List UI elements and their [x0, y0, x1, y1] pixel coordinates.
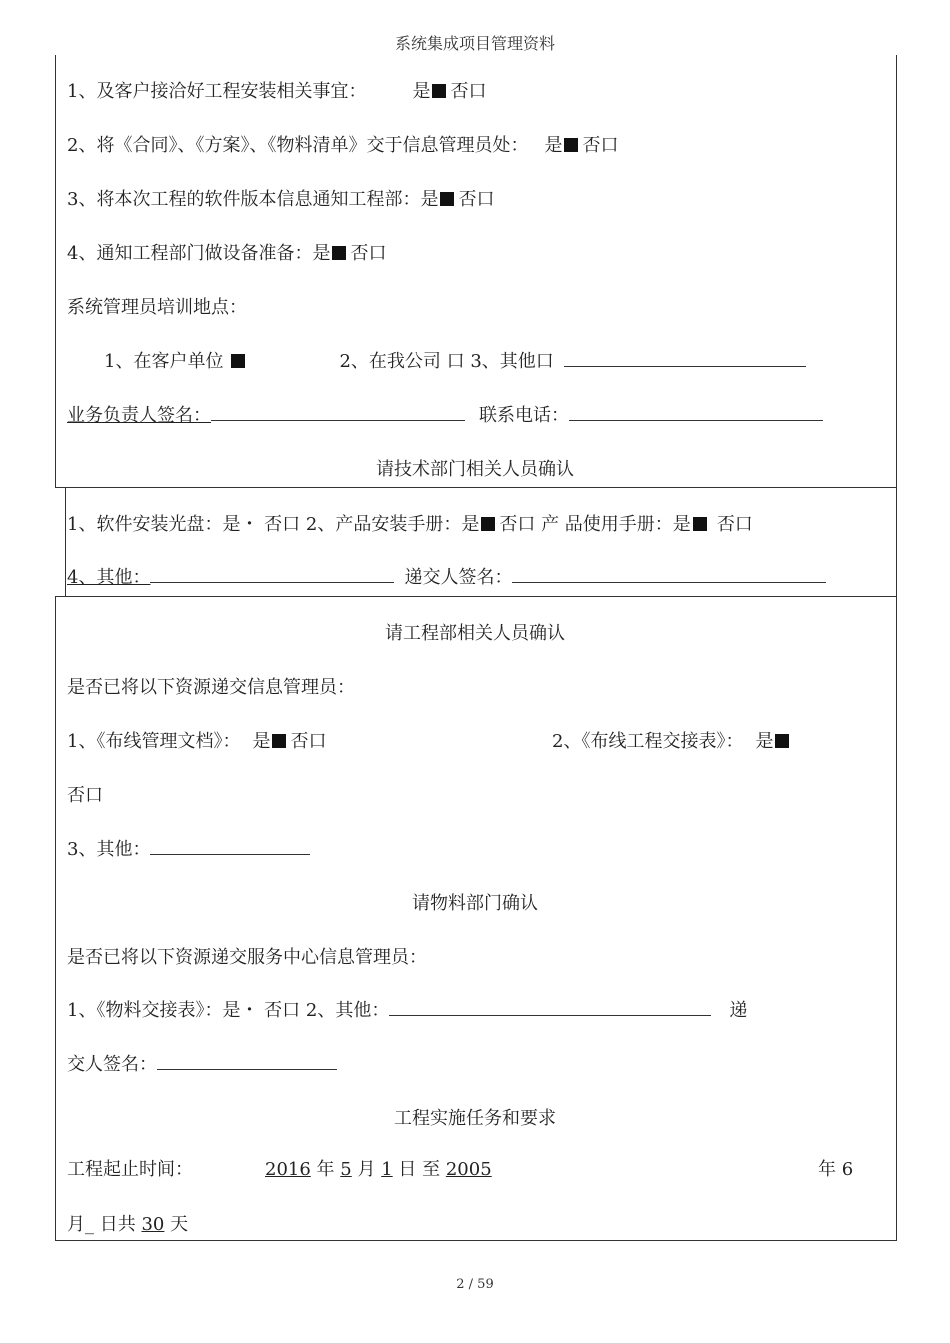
implementation-section-title: 工程实施任务和要求 [394, 1108, 556, 1129]
tech-section-title: 请技术部门相关人员确认 [376, 459, 574, 480]
checked-box-icon[interactable] [432, 84, 446, 98]
end-date-tail: 年 6 [818, 1159, 854, 1180]
training-label: 系统管理员培训地点： [67, 297, 247, 318]
section-divider [55, 596, 897, 597]
checked-box-icon[interactable] [693, 517, 707, 531]
period-row: 工程起止时间： 2016 年 5 月 1 日 至 2005 [67, 1159, 492, 1180]
table-border-left [55, 55, 56, 487]
duration-row: 月_ 日共 30 天 [67, 1214, 189, 1235]
start-year: 2016 [265, 1159, 311, 1180]
other-row: 3、其他： [67, 838, 310, 862]
checked-box-icon[interactable] [564, 138, 578, 152]
checklist-item: 1、及客户接洽好工程安装相关事宜： 是 否口 [67, 81, 487, 102]
page-number: 2 / 59 [456, 1277, 494, 1292]
end-year: 2005 [445, 1159, 492, 1180]
other-field[interactable] [150, 840, 310, 855]
checklist-item: 1、《物料交接表》：是・ 否口 2、其他： 递 [67, 1000, 748, 1021]
materials-question: 是否已将以下资源递交服务中心信息管理员： [67, 947, 427, 968]
training-options: 1、在客户单位 2、在我公司 口 3、其他口 [104, 350, 806, 374]
engineering-section-title: 请工程部相关人员确认 [385, 623, 565, 644]
other-location-field[interactable] [564, 352, 806, 367]
checklist-item: 1、《布线管理文档》： 是 否口 [67, 731, 327, 752]
materials-section-title: 请物料部门确认 [412, 893, 538, 914]
checked-box-icon[interactable] [481, 517, 495, 531]
signature-row: 业务负责人签名： 联系电话： [67, 404, 823, 428]
submitter-signature-field[interactable] [512, 568, 826, 583]
other-field[interactable] [389, 1001, 711, 1016]
page-header: 系统集成项目管理资料 [394, 34, 555, 53]
sales-signature-field[interactable] [211, 406, 465, 421]
submitter-signature-field[interactable] [157, 1055, 337, 1070]
checklist-item-continuation: 否口 [67, 785, 103, 806]
checklist-item: 2、将《合同》、《方案》、《物料清单》交于信息管理员处： 是 否口 [67, 135, 619, 156]
signature-row: 交人签名： [67, 1053, 337, 1077]
other-field[interactable] [150, 568, 394, 583]
start-month: 5 [340, 1159, 352, 1180]
checklist-item: 2、《布线工程交接表》： 是 [552, 730, 793, 754]
checked-box-icon[interactable] [231, 354, 245, 368]
phone-field[interactable] [569, 406, 823, 421]
tech-border-left [65, 487, 66, 597]
checklist-item: 1、软件安装光盘：是・ 否口 2、产品安装手册：是 否口 产 品使用手册：是 否口 [67, 514, 753, 535]
checked-box-icon[interactable] [440, 192, 454, 206]
start-day: 1 [381, 1159, 393, 1180]
table-border-bottom [55, 1240, 897, 1241]
section-divider [55, 487, 897, 488]
table-border-right [896, 55, 897, 1241]
table-border-left [55, 596, 56, 1241]
checked-box-icon[interactable] [775, 734, 789, 748]
checklist-item: 4、通知工程部门做设备准备：是 否口 [67, 243, 387, 264]
signature-row: 4、其他： 递交人签名： [67, 566, 826, 590]
duration-days: 30 [141, 1214, 165, 1235]
checked-box-icon[interactable] [332, 246, 346, 260]
engineering-question: 是否已将以下资源递交信息管理员： [67, 677, 355, 698]
checklist-item: 3、将本次工程的软件版本信息通知工程部：是 否口 [67, 189, 495, 210]
checked-box-icon[interactable] [272, 734, 286, 748]
